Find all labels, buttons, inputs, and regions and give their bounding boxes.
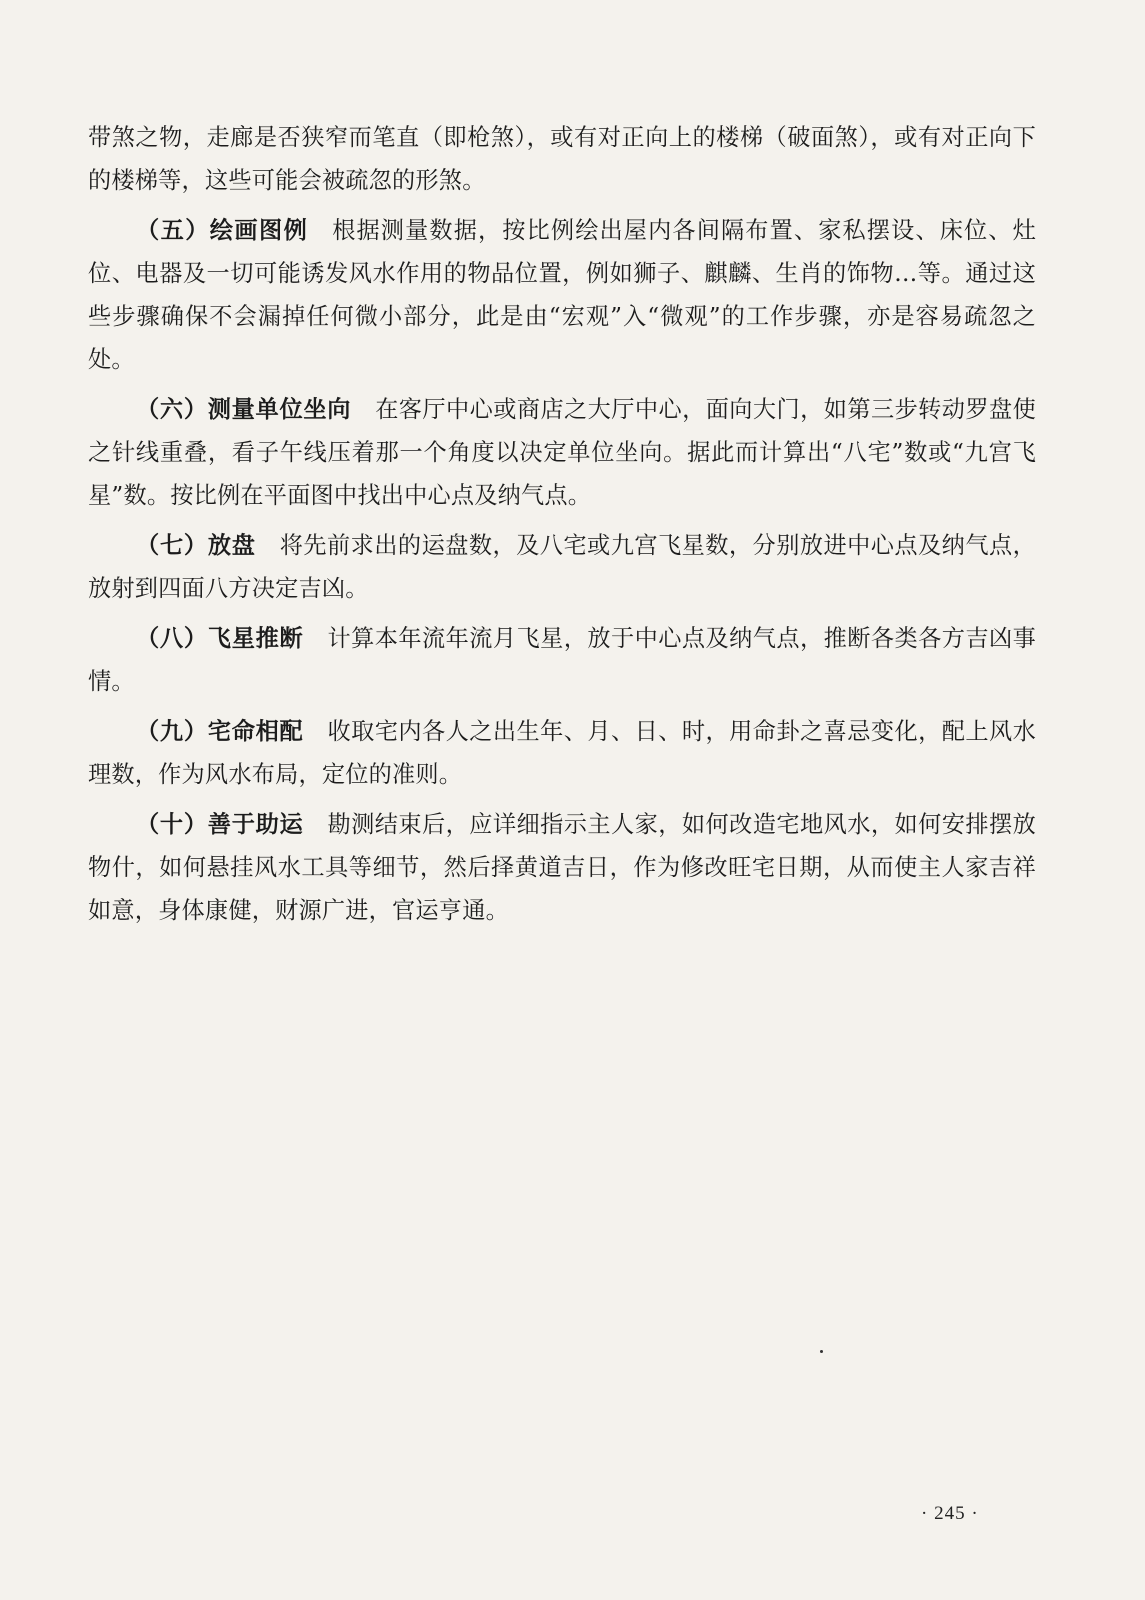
section-heading: （九）宅命相配 <box>136 718 304 745</box>
section-heading: （八）飞星推断 <box>136 625 304 652</box>
section-body: 根据测量数据，按比例绘出屋内各间隔布置、家私摆设、床位、灶位、电器及一切可能诱发风水作用的物品位置，例如狮子、麒麟、生肖的饰物…等。通过这些步骤确保不会漏掉任何微小部分，此是由“宏观”入“微观”的工作步骤，亦是容易疏忽之处。 <box>88 217 1036 373</box>
section-paragraph <box>88 524 1036 610</box>
section-paragraph <box>88 617 1036 703</box>
section-body: 计算本年流年流月飞星，放于中心点及纳气点，推断各类各方吉凶事情。 <box>88 625 1037 695</box>
section-paragraph <box>88 803 1036 932</box>
body-text <box>88 116 1036 939</box>
section-paragraph <box>88 209 1036 381</box>
continuation-text: 带煞之物，走廊是否狭窄而笔直（即枪煞），或有对正向上的楼梯（破面煞），或有对正向下的楼梯等，这些可能会被疏忽的形煞。 <box>88 124 1036 194</box>
section-body: 在客厅中心或商店之大厅中心，面向大门，如第三步转动罗盘使之针线重叠，看子午线压着那一个角度以决定单位坐向。据此而计算出“八宅”数或“九宫飞星”数。按比例在平面图中找出中心点及纳气点。 <box>88 396 1036 509</box>
continuation-paragraph <box>88 116 1036 202</box>
page-number: · 245 · <box>921 1503 979 1524</box>
section-heading: （十）善于助运 <box>136 811 304 838</box>
section-body: 勘测结束后，应详细指示主人家，如何改造宅地风水，如何安排摆放物什，如何悬挂风水工具等细节，然后择黄道吉日，作为修改旺宅日期，从而使主人家吉祥如意，身体康健，财源广进，官运亨通。 <box>88 811 1037 924</box>
section-heading: （五）绘画图例 <box>136 217 309 244</box>
section-body: 收取宅内各人之出生年、月、日、时，用命卦之喜忌变化，配上风水理数，作为风水布局，定位的准则。 <box>88 718 1037 788</box>
section-body: 将先前求出的运盘数，及八宅或九宫飞星数，分别放进中心点及纳气点，放射到四面八方决定吉凶。 <box>88 532 1036 602</box>
scan-speck <box>820 1350 823 1353</box>
section-heading: （七）放盘 <box>136 532 256 559</box>
section-paragraph <box>88 388 1036 517</box>
section-heading: （六）测量单位坐向 <box>136 396 352 423</box>
section-paragraph <box>88 710 1036 796</box>
